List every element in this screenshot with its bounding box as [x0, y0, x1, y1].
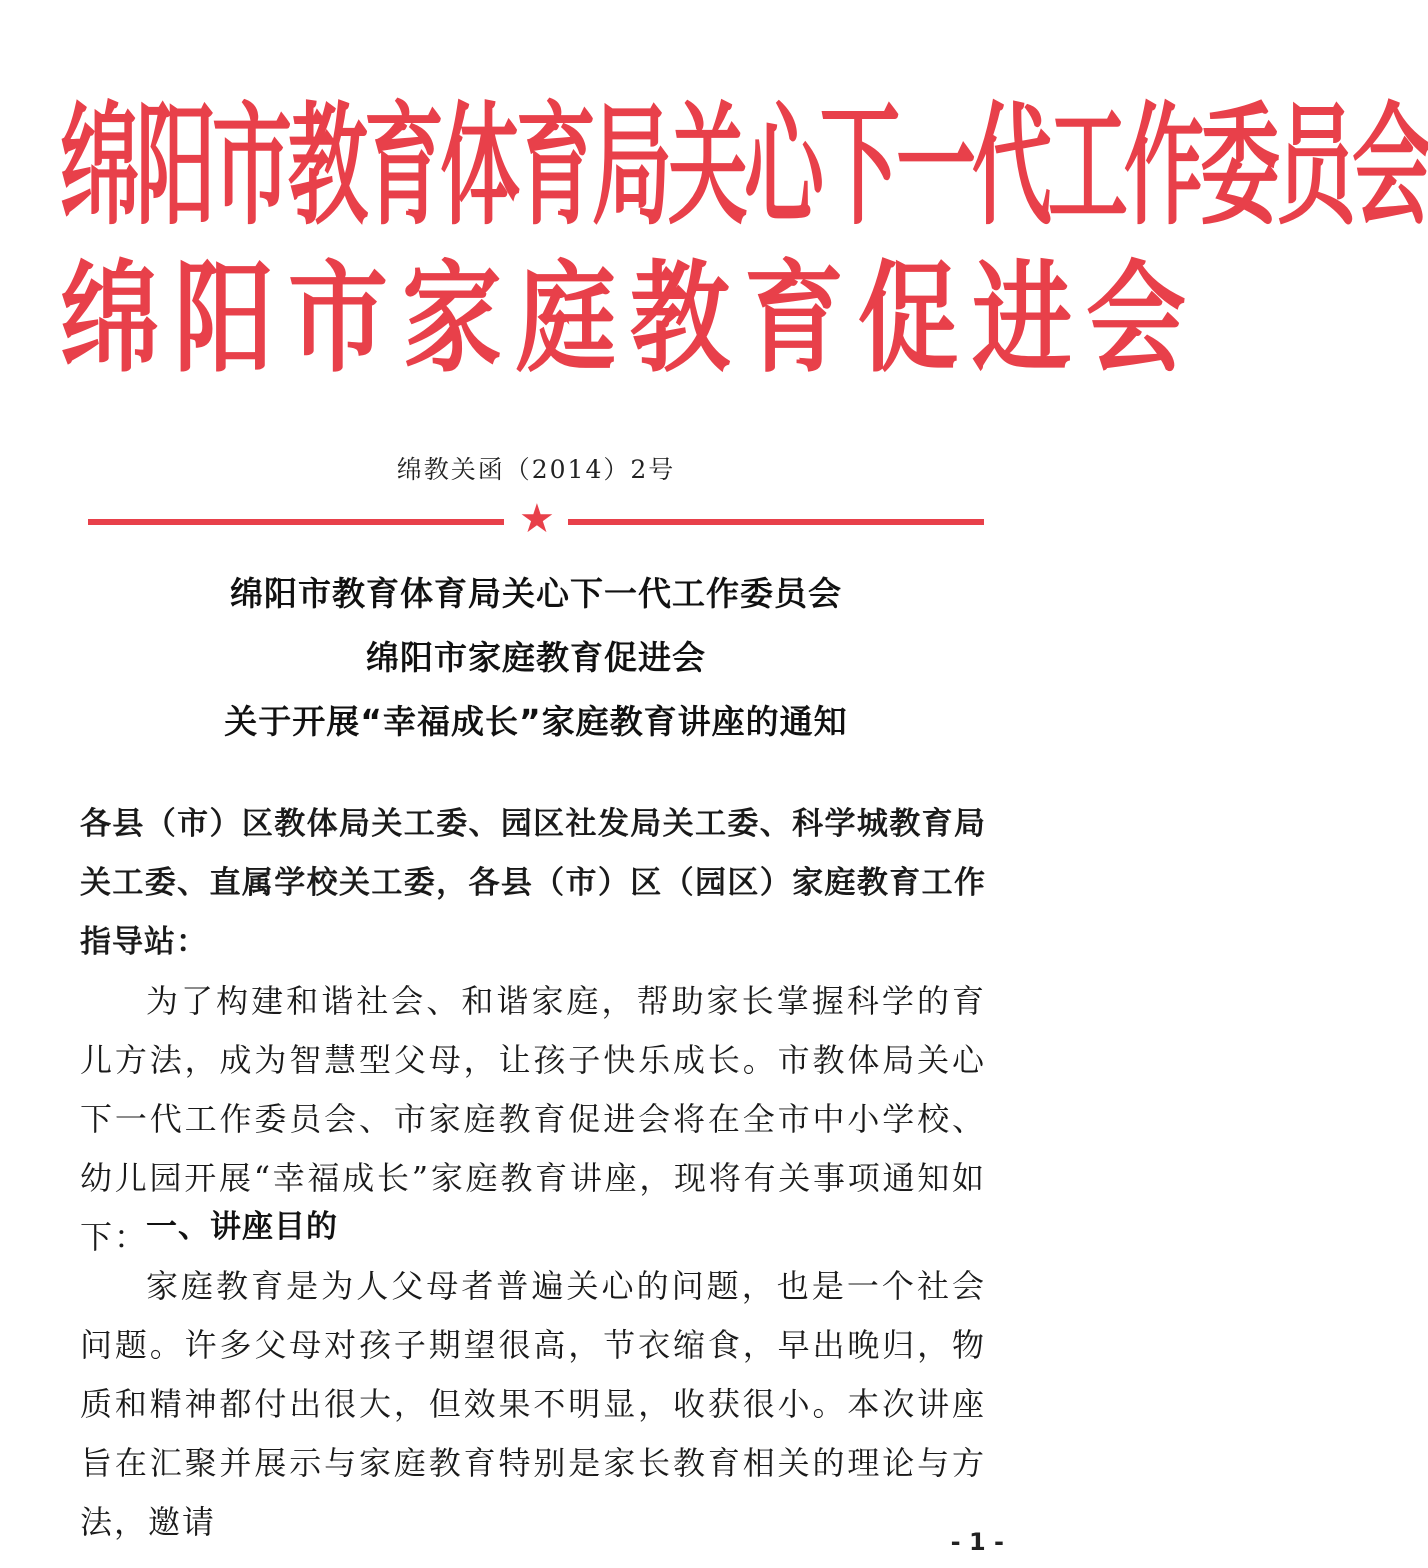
star-icon: ★	[519, 496, 555, 542]
document-number: 绵教关函（2014）2号	[396, 455, 676, 484]
paragraph-purpose: 家庭教育是为人父母者普遍关心的问题，也是一个社会问题。许多父母对孩子期望很高，节衣缩食，早出晚归，物质和精神都付出很大，但效果不明显，收获很小。本次讲座旨在汇聚并展示与家庭教育特别是家长教育相关的理论与方法，邀请	[80, 1267, 986, 1541]
page-number: - 1 -	[950, 1528, 1004, 1556]
title-line-2: 绵阳市家庭教育促进会	[366, 638, 706, 677]
letterhead-line-1: 绵阳市教育体育局关心下一代工作委员会	[60, 88, 1428, 244]
letterhead-line-2: 绵阳市家庭教育促进会	[60, 247, 1200, 389]
title-line-1: 绵阳市教育体育局关心下一代工作委员会	[230, 574, 842, 613]
red-divider	[88, 496, 984, 543]
divider-bar-right	[568, 519, 984, 525]
title-line-3: 关于开展“幸福成长”家庭教育讲座的通知	[224, 702, 848, 741]
section-heading-purpose: 一、讲座目的	[146, 1209, 338, 1245]
paragraph-intro: 为了构建和谐社会、和谐家庭，帮助家长掌握科学的育儿方法，成为智慧型父母，让孩子快乐成长。市教体局关心下一代工作委员会、市家庭教育促进会将在全市中小学校、幼儿园开展“幸福成长”家庭教育讲座，现将有关事项通知如下：	[80, 982, 986, 1256]
addressee: 各县（市）区教体局关工委、园区社发局关工委、科学城教育局关工委、直属学校关工委，各县（市）区（园区）家庭教育工作指导站：	[80, 806, 986, 960]
divider-bar-left	[88, 519, 504, 525]
